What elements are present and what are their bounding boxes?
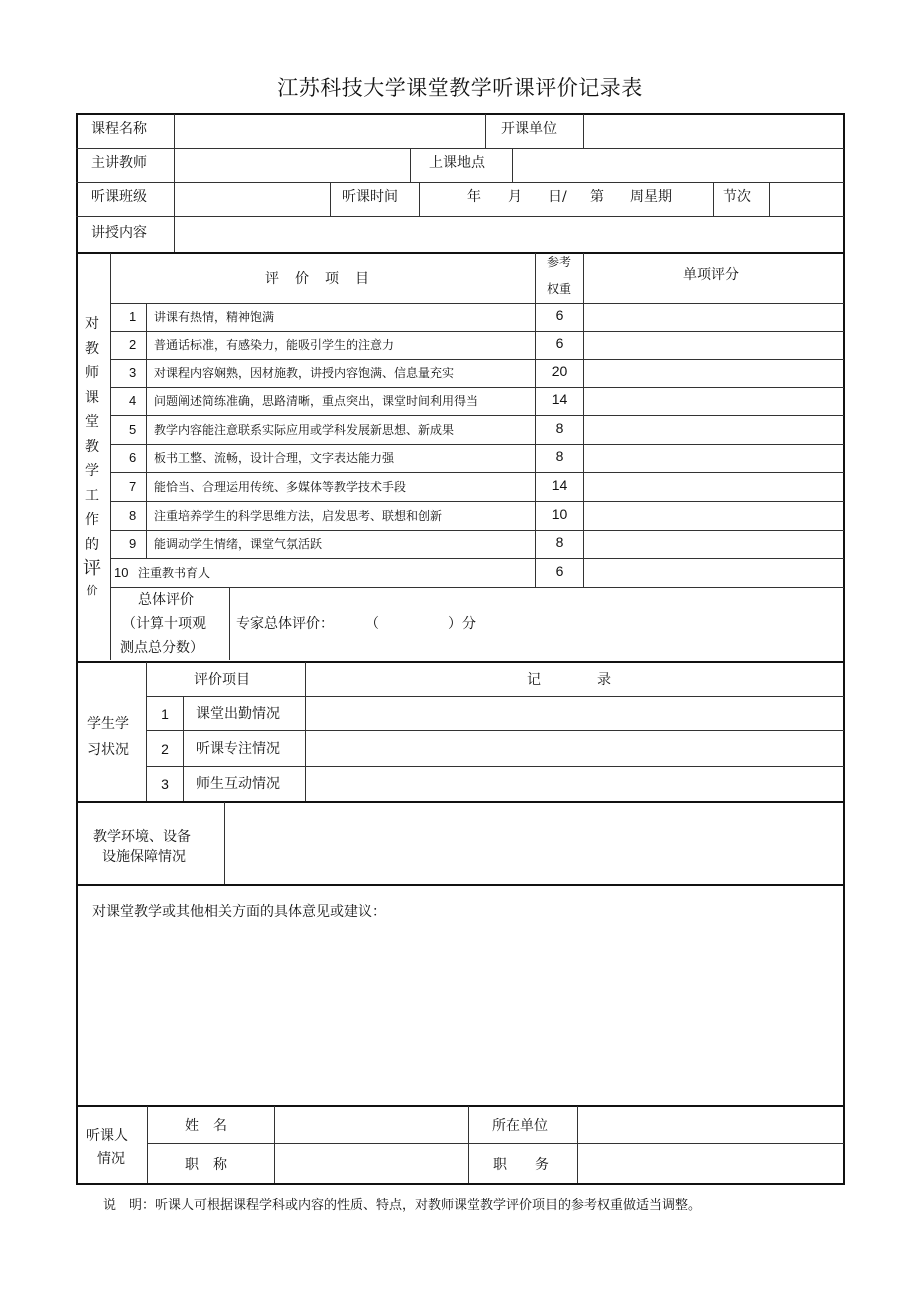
eval-item-weight: 6 (555, 335, 564, 351)
time-field[interactable] (421, 183, 712, 215)
class-label: 听课班级 (91, 189, 147, 205)
overall-close-paren: ）分 (448, 616, 476, 632)
eval-item-weight: 8 (555, 534, 564, 550)
col-divider (183, 697, 184, 801)
eval-item-weight: 6 (555, 563, 564, 579)
eval-item-text: 讲课有热情，精神饱满 (154, 310, 275, 324)
row-divider (110, 587, 844, 588)
content-label: 讲授内容 (91, 225, 147, 241)
side-label-char: 评 (83, 558, 101, 579)
section-divider (76, 252, 844, 254)
teacher-eval-side-label (80, 312, 104, 600)
eval-item-weight: 14 (551, 477, 568, 493)
eval-item-score-field[interactable] (585, 559, 842, 586)
eval-item-text: 普通话标准，有感染力，能吸引学生的注意力 (154, 338, 395, 352)
frame-bottom-border (76, 1183, 845, 1185)
overall-label-line3: 测点总分数） (120, 640, 204, 656)
side-label-char: 对 (85, 316, 99, 332)
eval-item-text: 板书工整、流畅，设计合理，文字表达能力强 (154, 451, 395, 465)
student-item-number: 2 (161, 741, 169, 757)
col-divider (147, 1106, 148, 1183)
eval-item-weight: 6 (555, 307, 564, 323)
col-divider (274, 1106, 275, 1183)
student-record-field[interactable] (307, 731, 842, 765)
eval-item-number: 10 (114, 565, 129, 580)
side-label-char: 工 (85, 487, 99, 504)
overall-expert-label: 专家总体评价： (236, 616, 334, 632)
student-item-text: 课堂出勤情况 (196, 706, 280, 722)
environment-field[interactable] (226, 803, 842, 883)
course-name-field[interactable] (176, 115, 484, 147)
dept-label: 开课单位 (501, 121, 557, 137)
observer-title-field[interactable] (276, 1145, 467, 1182)
side-label-char: 教 (85, 438, 99, 455)
col-divider (769, 182, 770, 216)
week-suffix: 周星期 (630, 189, 672, 205)
frame-right-border (843, 113, 845, 1185)
eval-item-weight: 14 (551, 391, 568, 407)
col-divider (305, 662, 306, 801)
eval-item-text: 对课程内容娴熟，因材施教，讲授内容饱满、信息量充实 (154, 366, 455, 380)
location-label: 上课地点 (429, 155, 485, 171)
side-label-char: 课 (85, 389, 99, 406)
eval-item-score-field[interactable] (585, 531, 842, 557)
col-divider (410, 148, 411, 182)
eval-item-number: 9 (129, 536, 137, 551)
col-divider (224, 802, 225, 884)
col-divider (110, 253, 111, 660)
student-side-label-line2: 习状况 (87, 742, 129, 758)
suggestions-label: 对课堂教学或其他相关方面的具体意见或建议： (92, 904, 386, 920)
eval-item-score-field[interactable] (585, 502, 842, 529)
overall-score-field[interactable] (380, 610, 445, 636)
eval-item-number: 4 (129, 393, 137, 408)
period-field[interactable] (771, 183, 842, 215)
eval-item-number: 2 (129, 337, 137, 352)
eval-item-weight: 8 (555, 420, 564, 436)
week-prefix: 第 (590, 189, 604, 205)
dept-field[interactable] (585, 115, 842, 147)
observer-unit-field[interactable] (579, 1107, 842, 1142)
eval-item-text: 能恰当、合理运用传统、多媒体等教学技术手段 (154, 480, 407, 494)
col-divider (512, 148, 513, 182)
eval-item-number: 8 (129, 508, 137, 523)
student-item-header: 评价项目 (194, 672, 250, 688)
col-divider (485, 114, 486, 148)
eval-item-number: 7 (129, 479, 137, 494)
environment-label-line1: 教学环境、设备 (93, 829, 191, 845)
side-label-char: 堂 (85, 414, 99, 430)
eval-item-weight: 8 (555, 448, 564, 464)
eval-item-header: 评 价 项 目 (265, 271, 370, 287)
observer-name-label: 姓 名 (185, 1118, 227, 1134)
student-record-field[interactable] (307, 767, 842, 800)
col-divider (330, 182, 331, 216)
student-item-number: 3 (161, 776, 169, 792)
eval-item-score-field[interactable] (585, 360, 842, 386)
overall-open-paren: （ (365, 616, 379, 632)
eval-item-number: 6 (129, 450, 137, 465)
col-divider (146, 303, 147, 559)
observer-position-field[interactable] (579, 1145, 842, 1182)
eval-item-score-field[interactable] (585, 304, 842, 330)
environment-label-line2: 设施保障情况 (102, 849, 186, 865)
observer-title-label: 职 称 (185, 1157, 227, 1173)
location-field[interactable] (514, 149, 842, 181)
col-divider (229, 587, 230, 660)
eval-item-text: 教学内容能注意联系实际应用或学科发展新思想、新成果 (154, 423, 455, 437)
student-side-label-line1: 学生学 (87, 716, 129, 732)
row-divider (147, 1143, 844, 1144)
class-field[interactable] (176, 183, 329, 215)
student-record-header: 记 录 (527, 672, 611, 688)
eval-item-text: 能调动学生情绪，课堂气氛活跃 (154, 537, 323, 551)
teacher-field[interactable] (176, 149, 409, 181)
col-divider (583, 114, 584, 148)
eval-item-number: 3 (129, 365, 137, 380)
period-label: 节次 (723, 189, 751, 205)
eval-item-number: 1 (129, 309, 137, 324)
section-divider (76, 661, 844, 663)
col-divider (468, 1106, 469, 1183)
col-divider (174, 114, 175, 252)
footnote: 说 明：听课人可根据课程学科或内容的性质、特点，对教师课堂教学评价项目的参考权重做适当调整。 (103, 1198, 702, 1213)
side-label-char: 学 (85, 463, 99, 479)
observer-unit-label: 所在单位 (492, 1118, 548, 1134)
observer-name-field[interactable] (276, 1107, 467, 1142)
eval-item-text: 注重培养学生的科学思维方法，启发思考、联想和创新 (154, 509, 443, 523)
student-item-text: 师生互动情况 (196, 776, 280, 792)
year-unit: 年 (467, 189, 481, 205)
eval-item-score-field[interactable] (585, 388, 842, 414)
section-divider (76, 884, 844, 886)
side-label-char: 价 (86, 583, 98, 597)
weight-header-line2: 权重 (547, 282, 572, 296)
observer-position-label: 职 务 (493, 1157, 549, 1173)
observer-side-label-line1: 听课人 (86, 1128, 128, 1144)
form-title: 江苏科技大学课堂教学听课评价记录表 (277, 76, 643, 100)
col-divider (713, 182, 714, 216)
student-record-field[interactable] (307, 697, 842, 729)
eval-item-number: 5 (129, 422, 137, 437)
teacher-label: 主讲教师 (91, 155, 147, 171)
day-unit: 日/ (548, 189, 567, 205)
score-header: 单项评分 (683, 267, 739, 283)
side-label-char: 师 (85, 365, 99, 381)
side-label-char: 教 (85, 340, 99, 357)
suggestions-field[interactable] (78, 925, 842, 1103)
content-field[interactable] (176, 217, 842, 251)
overall-label-line1: 总体评价 (138, 592, 194, 608)
eval-item-score-field[interactable] (585, 416, 842, 443)
course-name-label: 课程名称 (91, 121, 147, 137)
student-item-number: 1 (161, 706, 169, 722)
month-unit: 月 (508, 189, 522, 205)
student-item-text: 听课专注情况 (196, 741, 280, 757)
side-label-char: 作 (85, 512, 99, 528)
eval-item-weight: 20 (551, 363, 568, 379)
observer-side-label-line2: 情况 (97, 1151, 125, 1167)
eval-item-weight: 10 (551, 506, 568, 522)
eval-item-text: 注重教书育人 (138, 566, 211, 580)
weight-header-line1: 参考 (547, 255, 572, 269)
col-divider (577, 1106, 578, 1183)
eval-item-text: 问题阐述简练准确，思路清晰，重点突出，课堂时间利用得当 (154, 394, 479, 408)
side-label-char: 的 (85, 536, 99, 553)
eval-item-score-field[interactable] (585, 473, 842, 500)
time-label: 听课时间 (342, 189, 398, 205)
col-divider (419, 182, 420, 216)
overall-label-line2: （计算十项观 (122, 616, 206, 632)
eval-item-score-field[interactable] (585, 445, 842, 471)
eval-item-score-field[interactable] (585, 332, 842, 358)
